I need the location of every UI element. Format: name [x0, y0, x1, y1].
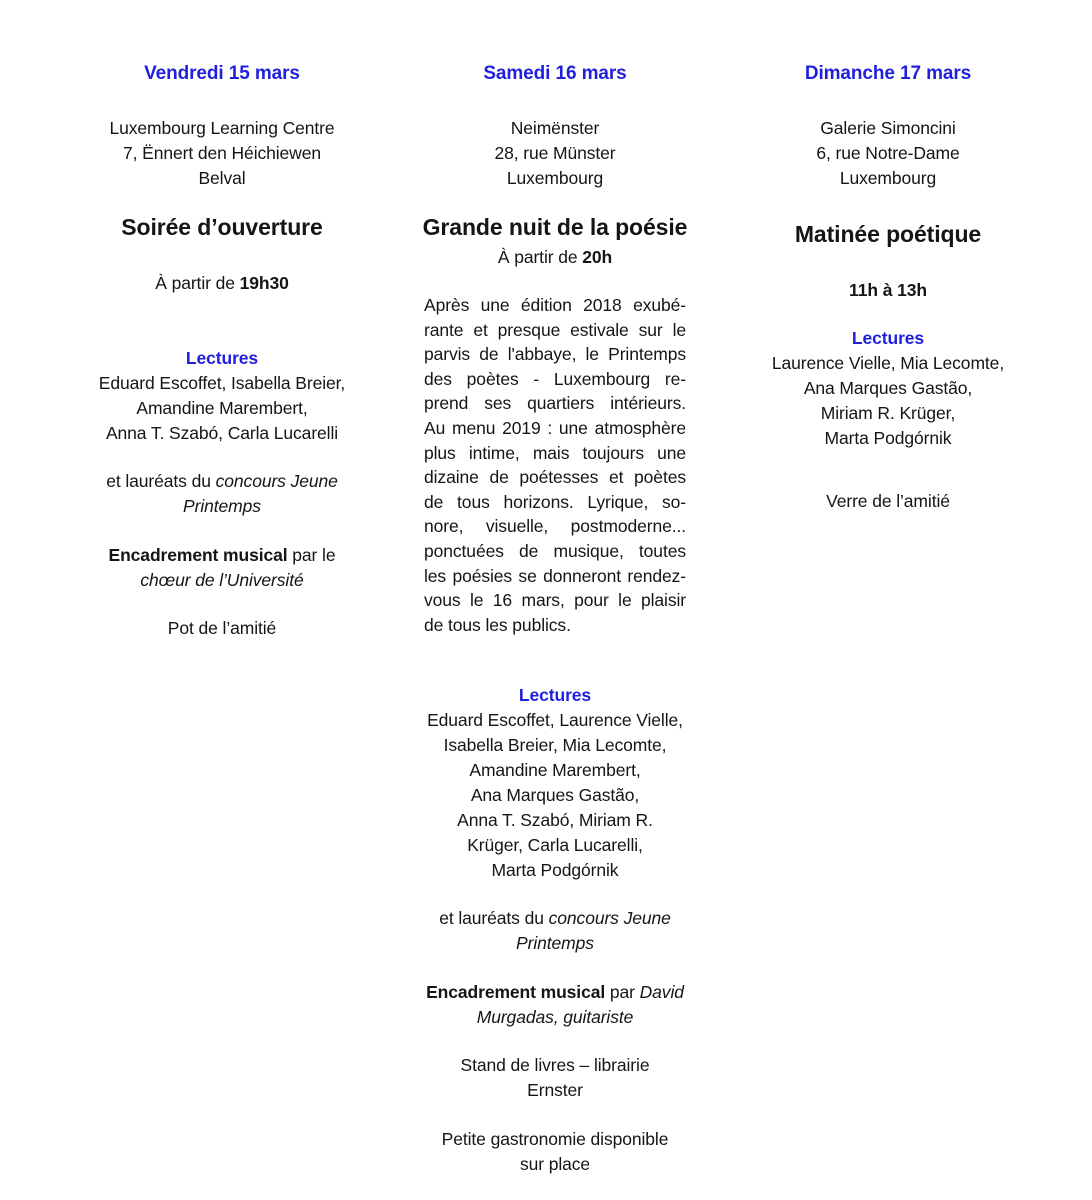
lecture-names: Laurence Vielle, Mia Lecomte, Ana Marques Gastão, Miriam R. Krüger, Marta Podgórnik	[771, 353, 1005, 448]
music-label: Encadrement musical	[426, 982, 606, 1003]
music-label: Encadrement musical	[108, 545, 288, 565]
event-start-time	[415, 245, 695, 270]
laureates-note	[415, 906, 695, 956]
lecture-names: Eduard Escoffet, Isabella Breier, Amandine Marembert, Anna T. Szabó, Carla Lucarelli	[98, 373, 346, 443]
closing-drink: Verre de l’amitié	[826, 491, 950, 511]
date-heading: Vendredi 15 mars	[144, 63, 300, 84]
column-friday	[82, 63, 362, 1200]
lectures-section	[415, 683, 695, 883]
time-prefix: À partir de	[155, 273, 240, 293]
event-title: Grande nuit de la poésie	[422, 214, 688, 240]
book-stand-note: Stand de livres – librairie Ernster	[460, 1055, 650, 1101]
lecture-names: Eduard Escoffet, Laurence Vielle, Isabella Breier, Mia Lecomte, Amandine Marembert, Ana Marques Gastão, Anna T. Szabó, Miriam R. Krüger, Carla Lucarelli, Marta Podgórnik	[427, 710, 683, 881]
event-start-time	[82, 271, 362, 296]
venue-address: Neimënster 28, rue Münster Luxembourg	[494, 118, 616, 188]
date-heading: Samedi 16 mars	[483, 63, 627, 84]
laureates-contest: concours Jeune Printemps	[516, 908, 671, 954]
closing-drink: Pot de l’amitié	[167, 618, 277, 638]
venue-address: Galerie Simoncini 6, rue Notre-Dame Luxembourg	[816, 118, 960, 188]
time-prefix: À partir de	[497, 247, 583, 267]
lectures-heading: Lectures	[185, 348, 259, 368]
laureates-prefix: et lauréats du	[106, 471, 216, 491]
lectures-section	[82, 346, 362, 446]
lectures-heading: Lectures	[518, 685, 592, 706]
time-value: 20h	[582, 247, 613, 267]
catering-note: Petite gastronomie disponible sur place	[441, 1129, 669, 1175]
event-title: Matinée poétique	[794, 221, 982, 247]
laureates-note	[82, 469, 362, 519]
event-description: Après une édition 2018 exubé- rante et presque estivale sur le parvis de l'abbaye, le Printemps des poètes - Luxembourg re- prend ses quartiers intérieurs. Au menu 2019 : une atmosphère plus intime, mais toujours une dizaine de poétesses et poètes de tous horizons. Lyrique, so- nore, visuelle, postmoderne... ponctuées de musique, toutes les poésies se donneront rendez- vous le 16 mars, pour le plaisir de tous les publics.	[424, 295, 686, 635]
event-title: Soirée d’ouverture	[121, 214, 323, 240]
column-saturday	[415, 63, 695, 1200]
music-connector: par le	[287, 545, 336, 565]
column-sunday	[748, 63, 1028, 1200]
venue-address: Luxembourg Learning Centre 7, Ënnert den Héichiewen Belval	[109, 118, 335, 188]
music-performer: David Murgadas, guitariste	[476, 982, 684, 1028]
music-connector: par	[605, 982, 640, 1003]
musical-accompaniment	[415, 980, 695, 1030]
lectures-heading: Lectures	[851, 328, 925, 348]
event-time-range: 11h à 13h	[849, 280, 927, 300]
music-performer: chœur de l’Université	[140, 570, 304, 590]
time-value: 19h30	[239, 273, 289, 293]
laureates-contest: concours Jeune Printemps	[183, 471, 338, 516]
lectures-section	[748, 326, 1028, 451]
musical-accompaniment	[82, 543, 362, 593]
laureates-prefix: et lauréats du	[439, 908, 549, 929]
date-heading: Dimanche 17 mars	[804, 63, 972, 84]
